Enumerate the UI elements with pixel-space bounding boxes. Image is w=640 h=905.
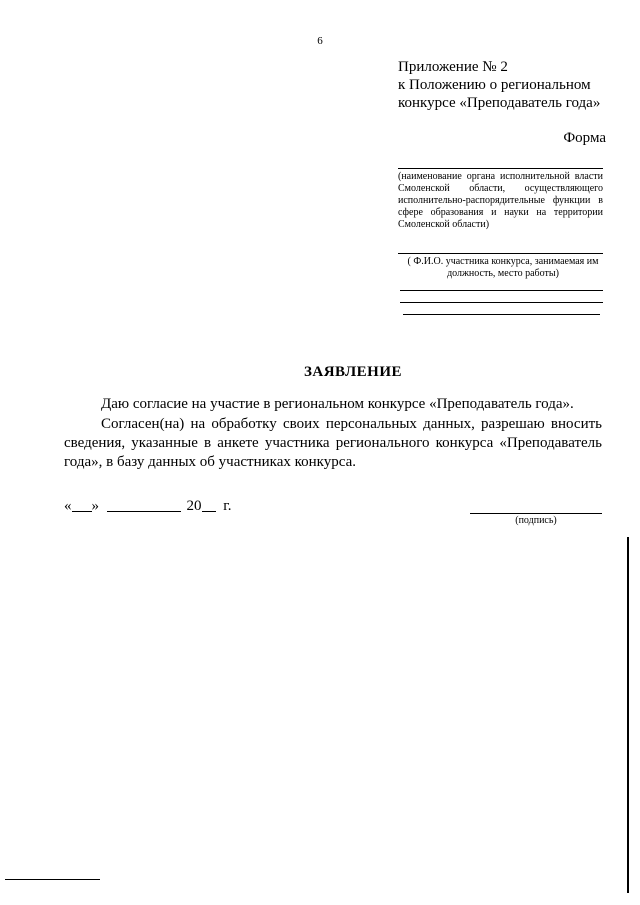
- month-blank: [107, 497, 181, 512]
- consent-participation-text: Даю согласие на участие в региональном конкурсе «Преподаватель года».: [101, 396, 574, 412]
- fio-blank-line-1: [400, 290, 603, 291]
- date-close-quote: »: [91, 498, 99, 514]
- appendix-line-3: конкурсе «Преподаватель года»: [398, 95, 601, 111]
- year-suffix: г.: [223, 498, 232, 514]
- appendix-header: [398, 58, 600, 112]
- date-line: [64, 497, 231, 515]
- organ-fill-line: [398, 168, 603, 169]
- form-label: Форма: [563, 130, 606, 146]
- fio-fill-line: [398, 253, 603, 254]
- consent-personal-data-text: Согласен(на) на обработку своих персональных данных, разрешаю вносить сведения, указанные в анкете участника регионального конкурса «Преподаватель года», в базу данных об участниках конкурса.: [64, 416, 602, 470]
- document-title: ЗАЯВЛЕНИЕ: [303, 364, 403, 380]
- scan-edge-line: [627, 537, 629, 893]
- fio-caption: ( Ф.И.О. участника конкурса, занимаемая им должность, место работы): [407, 256, 599, 279]
- date-open-quote: «: [64, 498, 72, 514]
- fio-blank-line-2: [400, 302, 603, 303]
- signature-line: [470, 513, 602, 514]
- year-blank: [202, 497, 216, 512]
- signature-caption: (подпись): [515, 515, 557, 526]
- page-number: 6: [317, 35, 323, 47]
- day-blank: [72, 497, 92, 512]
- organ-caption: (наименование органа исполнительной власти Смоленской области, осуществляющего исполнительно-распорядительные функции в сфере образования и науки на территории Смоленской области): [398, 171, 603, 230]
- footnote-separator: [5, 879, 100, 880]
- appendix-line-2: к Положению о региональном: [398, 77, 591, 93]
- appendix-line-1: Приложение № 2: [398, 59, 508, 75]
- fio-blank-line-3: [403, 314, 600, 315]
- year-prefix: 20: [186, 498, 202, 514]
